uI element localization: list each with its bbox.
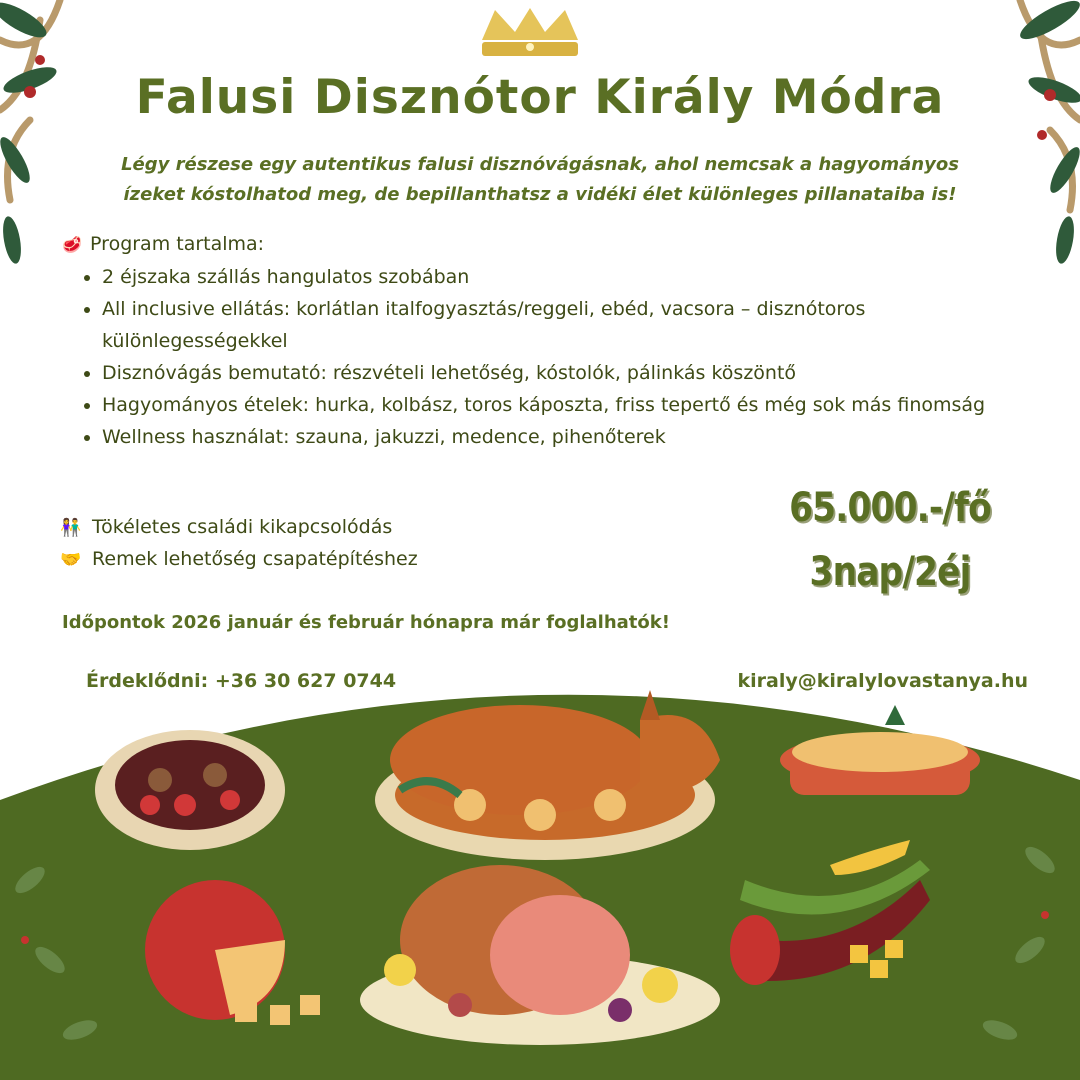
family-icon: 👫 — [60, 518, 82, 538]
meat-icon: 🥩 — [62, 235, 82, 254]
feature-text: Remek lehetőség csapatépítéshez — [92, 548, 418, 570]
berry — [21, 936, 29, 944]
stew-bowl-illustration — [95, 730, 285, 850]
feature-teambuilding — [60, 544, 700, 576]
handshake-icon: 🤝 — [60, 550, 82, 570]
contact-phone[interactable]: Érdeklődni: +36 30 627 0744 — [86, 670, 397, 692]
program-item: • All inclusive ellátás: korlátlan italfogyasztás/reggeli, ebéd, vacsora – disznótoros különlegességekkel — [102, 293, 1022, 357]
feature-text: Tökéletes családi kikapcsolódás — [92, 516, 393, 538]
crown-icon — [482, 8, 578, 56]
feature-family — [60, 512, 700, 544]
program-item: • Hagyományos ételek: hurka, kolbász, toros káposzta, friss tepertő és még sok más finomság — [102, 389, 1022, 421]
subtitle-line-1: Légy részese egy autentikus falusi disznóvágásnak, ahol nemcsak a hagyományos — [121, 154, 959, 175]
program-item: • 2 éjszaka szállás hangulatos szobában — [102, 261, 1022, 293]
berry — [1041, 911, 1049, 919]
booking-dates: Időpontok 2026 január és február hónapra már foglalhatók! — [62, 612, 670, 633]
contact-email[interactable]: kiraly@kiralylovastanya.hu — [737, 670, 1028, 692]
program-item: • Wellness használat: szauna, jakuzzi, medence, pihenőterek — [102, 421, 1022, 453]
program-item: • Disznóvágás bemutató: részvételi lehetőség, kóstolók, pálinkás köszöntő — [102, 357, 1022, 389]
program-heading: Program tartalma: — [90, 233, 265, 255]
price-amount: 65.000.-/fő — [789, 485, 991, 531]
program-section — [62, 228, 1022, 453]
subtitle-line-2: ízeket kóstolhatod meg, de bepillanthatsz a vidéki élet különleges pillanataiba is! — [123, 184, 957, 205]
features-section — [60, 512, 700, 576]
poster-subtitle — [70, 150, 1010, 210]
program-list — [62, 261, 1022, 453]
price-block — [761, 476, 1019, 604]
berry — [1037, 130, 1047, 140]
price-duration: 3nap/2éj — [809, 549, 971, 595]
poster-title: Falusi Disznótor Király Módra — [135, 70, 945, 125]
program-heading-row — [62, 228, 1022, 261]
berry — [35, 55, 45, 65]
